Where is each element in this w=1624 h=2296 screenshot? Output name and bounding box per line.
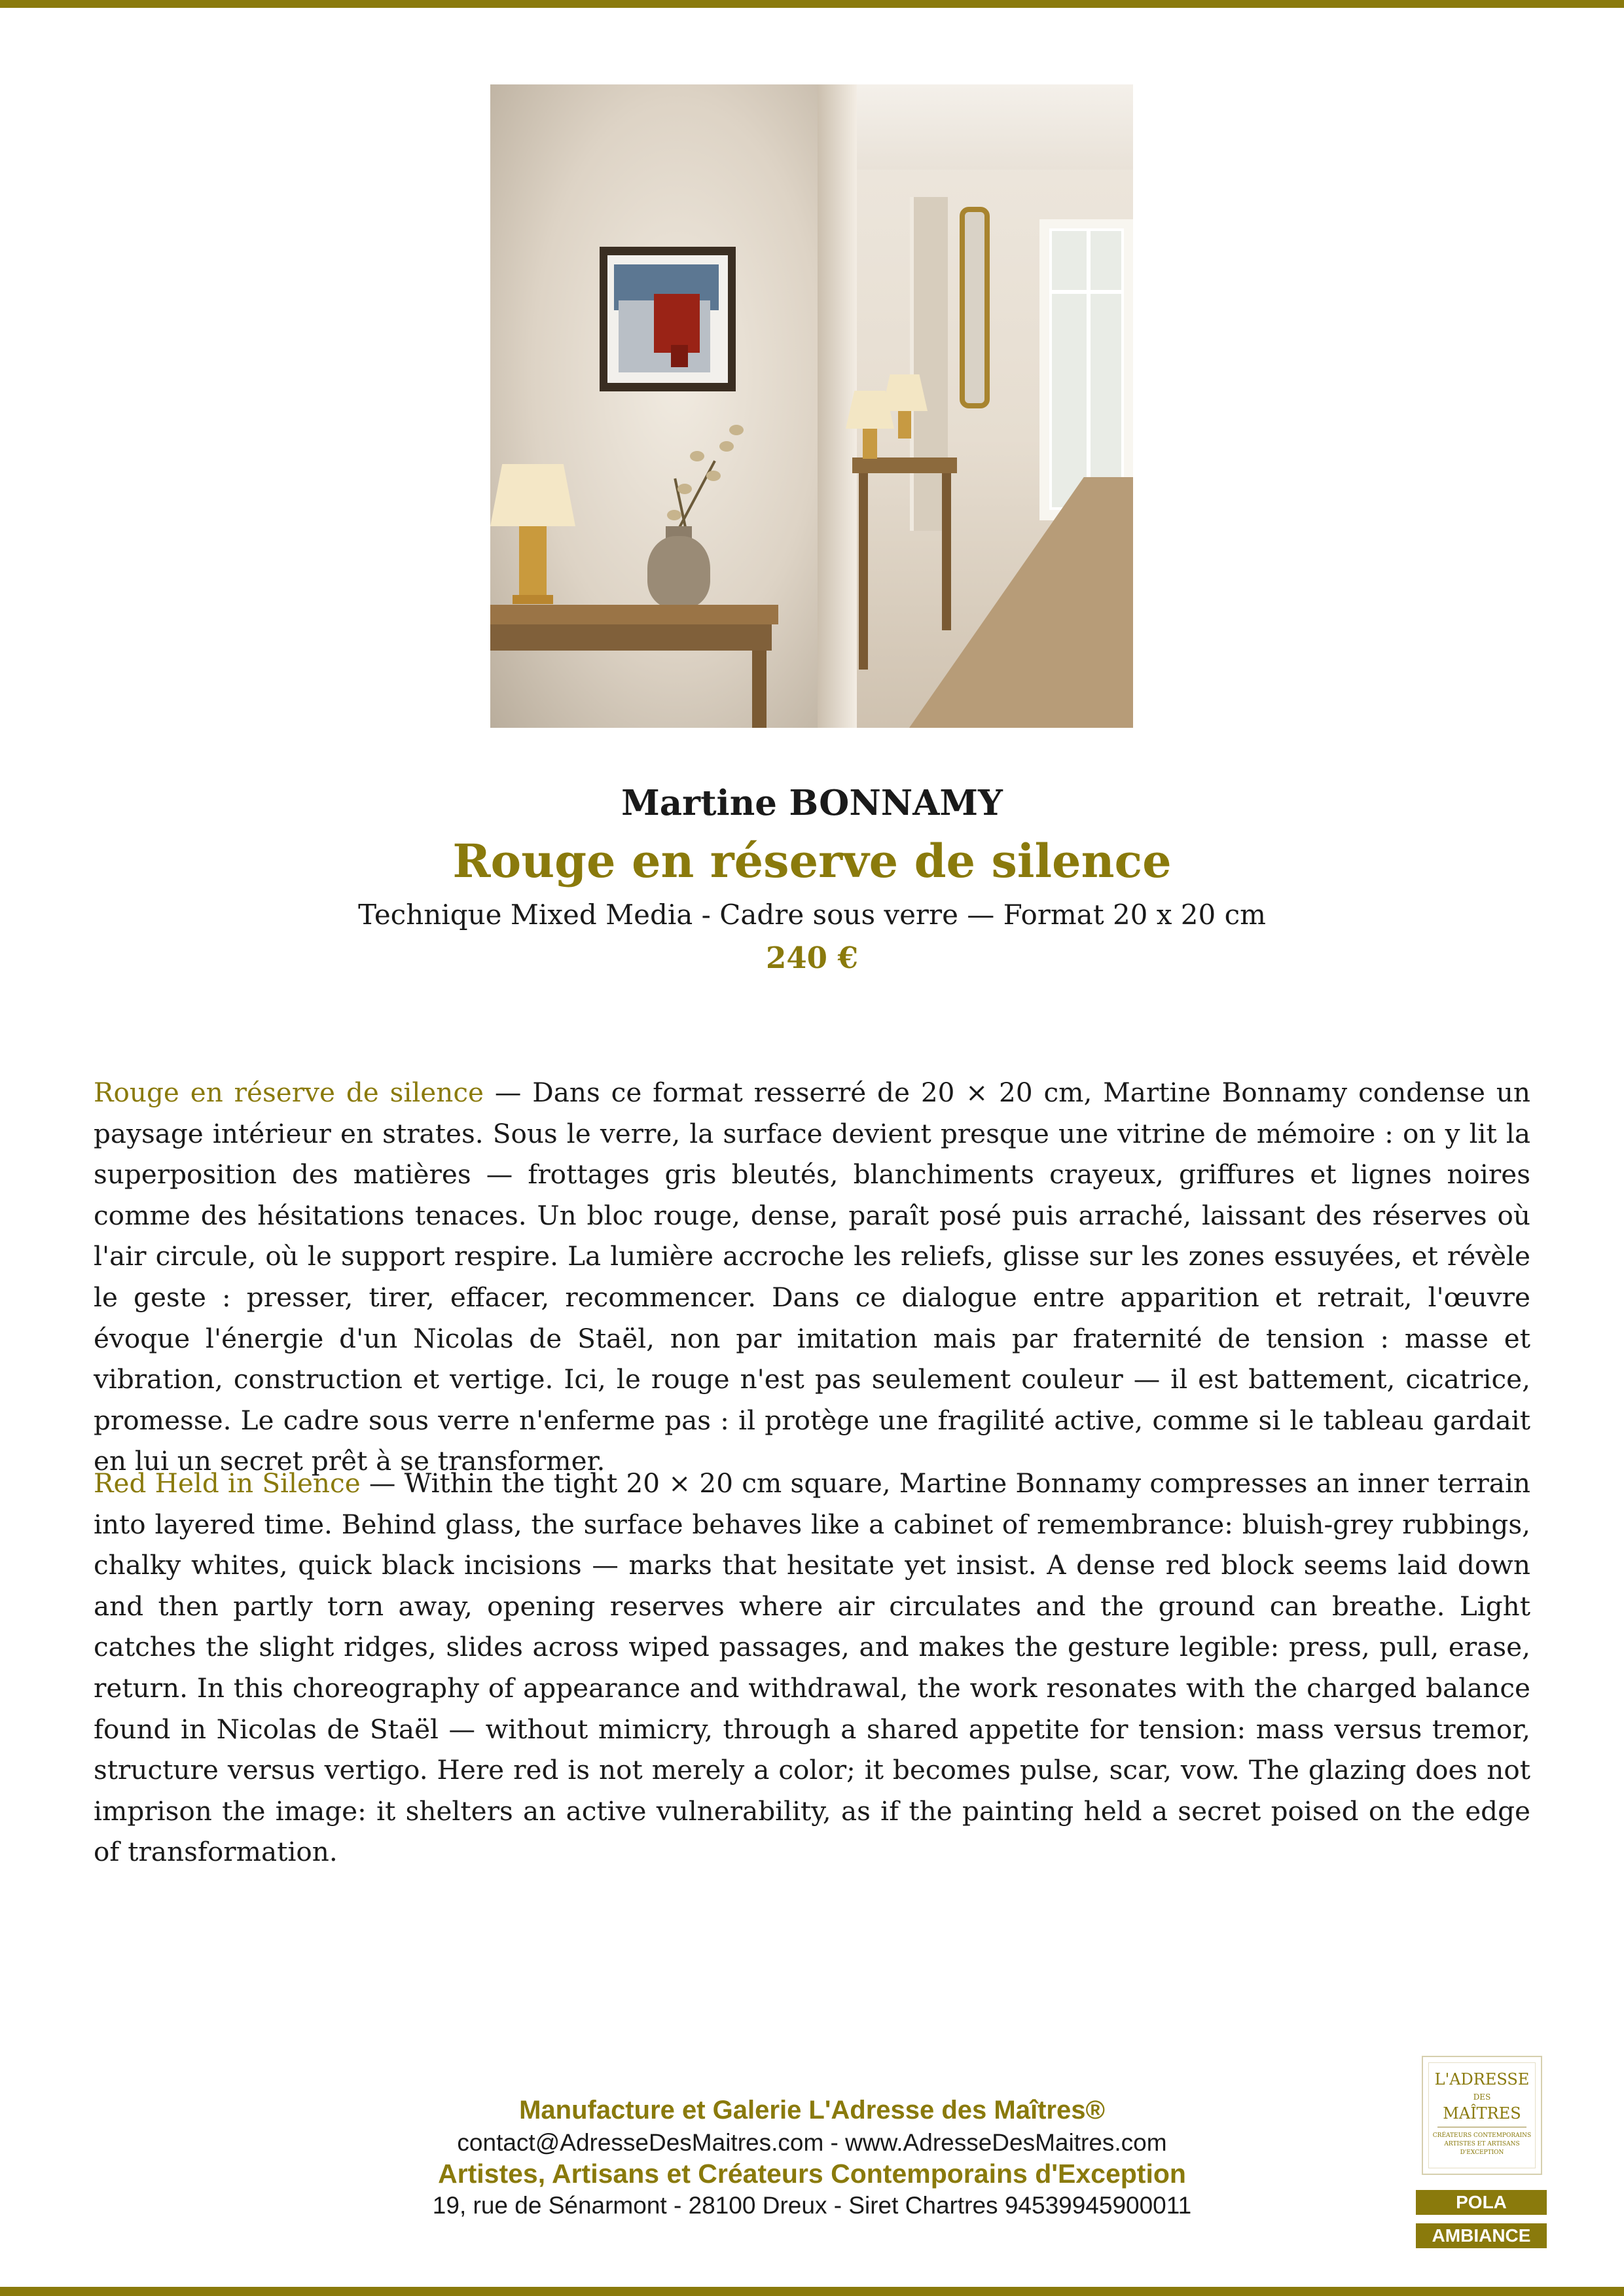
footer-contact: contact@AdresseDesMaitres.com - www.AdresseDesMaitres.com xyxy=(457,2129,1167,2156)
photo-console-right-leg xyxy=(859,473,868,670)
artwork-ambiance-photo xyxy=(490,84,1133,728)
footer-gallery-name: Manufacture et Galerie L'Adresse des Maîtres® xyxy=(519,2096,1105,2125)
description-english-body: — Within the tight 20 × 20 cm square, Martine Bonnamy compresses an inner terrain into layered time. Behind glass, the surface behaves like a cabinet of remembrance: bluish-grey rubbings, chalky whites, quick black incisions — marks that hesitate yet insist. A dense red block seems laid down and then partly torn away, opening reserves where air circulates and the ground can breathe. Light catches the slight ridges, slides across wiped passages, and makes the gesture legible: press, pull, erase, return. In this choreography of appearance and withdrawal, the work resonates with the charged balance found in Nicolas de Staël — without mimicry, through a shared appetite for tension: mass versus tremor, structure versus vertigo. Here red is not merely a color; it becomes pulse, scar, vow. The glazing does not imprison the image: it shelters an active vulnerability, as if the painting held a secret poised on the edge of transformation. xyxy=(94,1467,1530,1868)
painting-red-block xyxy=(654,294,700,353)
logo-divider xyxy=(1437,2126,1526,2128)
photo-lamp-base xyxy=(519,526,547,598)
photo-vase xyxy=(647,536,710,608)
gallery-logo xyxy=(1422,2056,1542,2175)
photo-ceiling xyxy=(857,84,1133,170)
photo-leaf xyxy=(719,441,734,452)
description-english xyxy=(94,1463,1530,1873)
bottom-border xyxy=(0,2287,1624,2296)
logo-line-3: MAÎTRES xyxy=(1443,2104,1521,2123)
photo-lamp-base xyxy=(863,429,877,459)
description-french-body: — Dans ce format resserré de 20 × 20 cm, Martine Bonnamy condense un paysage intérieur en strates. Sous le verre, la surface devient presque une vitrine de mémoire : on y lit la superposition des matières — frottages gris bleutés, blanchiments crayeux, griffures et lignes noires comme des hésitations tenaces. Un bloc rouge, dense, paraît posé puis arraché, laissant des réserves où l'air circule, où le support respire. La lumière accroche les reliefs, glisse sur les zones essuyées, et révèle le geste : presser, tirer, effacer, recommencer. Dans ce dialogue entre apparition et retrait, l'œuvre évoque l'énergie d'un Nicolas de Staël, non par imitation mais par fraternité de tension : masse et vibration, construction et vertige. Ici, le rouge n'est pas seulement couleur — il est battement, cicatrice, promesse. Le cadre sous verre n'enferme pas : il protège une fragilité active, comme si le tableau gardait en lui un secret prêt à se transformer. xyxy=(94,1077,1530,1477)
photo-lamp-shade xyxy=(490,464,575,526)
artwork-specs: Technique Mixed Media - Cadre sous verre — Format 20 x 20 cm xyxy=(358,899,1266,931)
photo-console-left xyxy=(490,605,778,624)
pola-badge: POLA xyxy=(1416,2190,1547,2215)
logo-line-1: L'ADRESSE xyxy=(1434,2070,1530,2089)
photo-lamp-base xyxy=(898,411,911,439)
photo-leaf xyxy=(706,471,721,481)
photo-console-right xyxy=(852,457,957,473)
photo-door-window xyxy=(1049,228,1124,510)
photo-console-left-apron xyxy=(490,624,772,651)
photo-leaf xyxy=(690,451,704,461)
description-french xyxy=(94,1072,1530,1482)
artwork-title: Rouge en réserve de silence xyxy=(452,834,1172,888)
artwork-price: 240 € xyxy=(766,941,858,975)
top-border xyxy=(0,0,1624,8)
photo-leaf xyxy=(729,425,744,435)
photo-leaf xyxy=(677,484,692,494)
photo-console-left-leg xyxy=(752,651,767,728)
photo-leaf xyxy=(667,510,681,520)
description-french-lead: Rouge en réserve de silence xyxy=(94,1077,484,1108)
logo-line-2: DES xyxy=(1473,2092,1491,2102)
photo-mirror xyxy=(960,207,990,408)
ambiance-badge: AMBIANCE xyxy=(1416,2223,1547,2248)
footer-address: 19, rue de Sénarmont - 28100 Dreux - Siret Chartres 94539945900011 xyxy=(432,2192,1192,2219)
artist-name: Martine BONNAMY xyxy=(621,783,1003,823)
photo-console-right-leg xyxy=(942,473,951,630)
photo-lamp-foot xyxy=(513,595,553,604)
description-english-lead: Red Held in Silence xyxy=(94,1467,361,1499)
painting-red-detail xyxy=(671,345,688,367)
footer-tagline: Artistes, Artisans et Créateurs Contemporains d'Exception xyxy=(438,2159,1186,2189)
logo-line-4: CRÉATEURS CONTEMPORAINS ARTISTES ET ARTISANS D'EXCEPTION xyxy=(1432,2132,1532,2156)
